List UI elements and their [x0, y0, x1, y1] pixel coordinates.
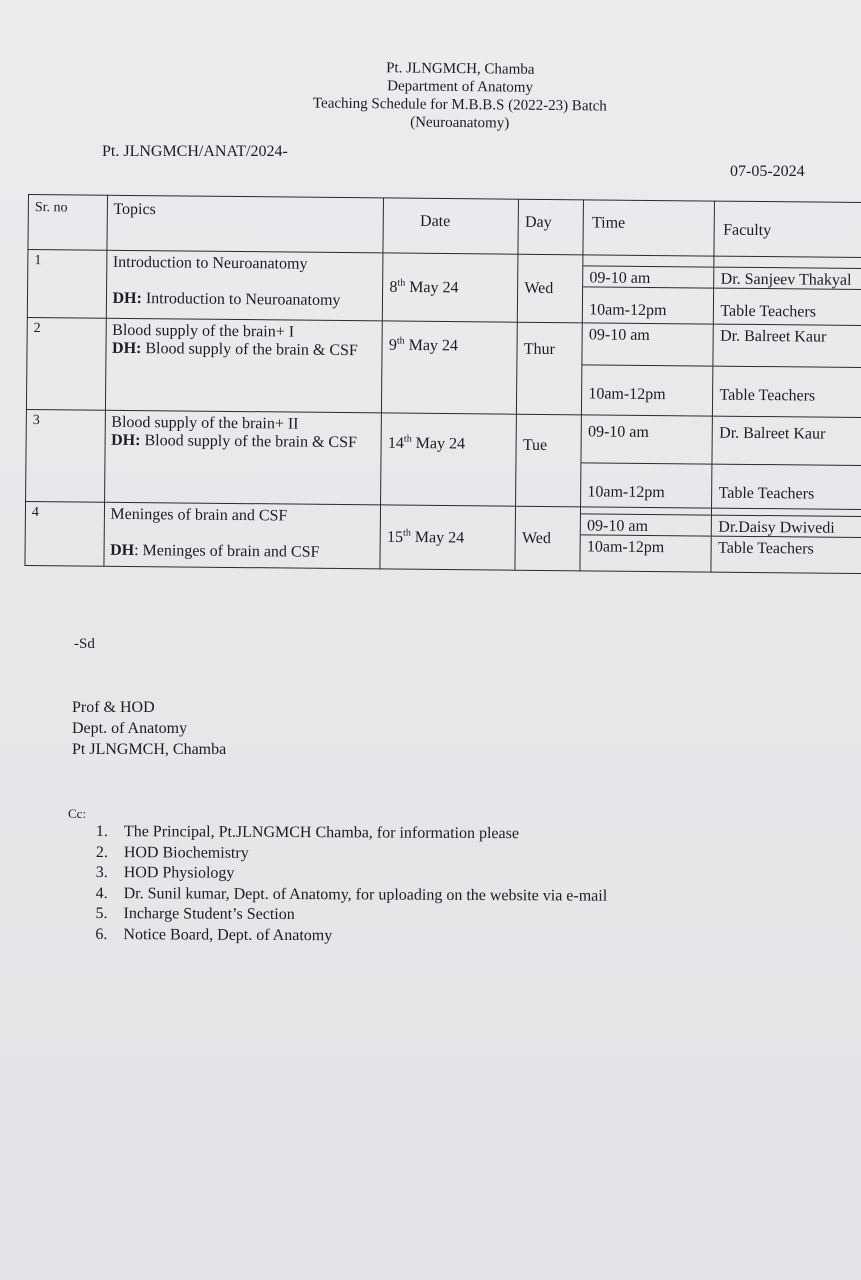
- list-number: 1.: [95, 823, 108, 841]
- topic-text: Blood supply of the brain+ I: [112, 321, 295, 341]
- signatory-title: Prof & HOD: [72, 699, 155, 716]
- list-item: [96, 883, 608, 906]
- header-day: Day: [518, 199, 583, 255]
- row-day: Thur: [517, 322, 583, 415]
- time-slot-1: 09-10 am: [582, 415, 713, 464]
- list-item: [96, 863, 608, 886]
- row-sr-no: 3: [26, 409, 105, 502]
- document-header: [250, 58, 671, 134]
- header-faculty: Faculty: [714, 201, 861, 258]
- date-ordinal: th: [396, 335, 405, 347]
- dh-line: [112, 340, 376, 361]
- faculty-slot-1: Dr. Balreet Kaur: [713, 417, 861, 467]
- date-month-year: May 24: [410, 528, 465, 547]
- document-date: 07-05-2024: [730, 163, 805, 180]
- row-time: [583, 255, 715, 324]
- list-item: [96, 842, 608, 865]
- schedule-subject: (Neuroanatomy): [410, 114, 510, 132]
- list-item: [95, 904, 607, 927]
- topic-text: Blood supply of the brain+ II: [111, 413, 299, 433]
- faculty-slot-2: Table Teachers: [718, 484, 815, 503]
- table-header-row: [28, 195, 861, 258]
- row-time: [582, 323, 714, 416]
- table-row: [26, 317, 861, 417]
- dh-label: DH:: [112, 289, 142, 308]
- row-day: Wed: [515, 506, 581, 571]
- faculty-slot-2: Table Teachers: [720, 302, 817, 321]
- signatory-institution: Pt JLNGMCH, Chamba: [72, 741, 227, 758]
- row-topic: [106, 250, 383, 321]
- table-row: [26, 409, 861, 509]
- row-topic: [104, 410, 382, 505]
- table-row: [25, 501, 861, 573]
- department-name: Department of Anatomy: [387, 78, 534, 96]
- row-date: [382, 321, 518, 414]
- date-month-year: May 24: [405, 278, 459, 297]
- list-text: Incharge Student’s Section: [123, 905, 295, 924]
- header-topics: Topics: [106, 195, 383, 253]
- list-text: Dr. Sunil kumar, Dept. of Anatomy, for uploading on the website via e-mail: [123, 884, 608, 905]
- row-date: [383, 253, 519, 322]
- topic-text: Meninges of brain and CSF: [110, 505, 288, 525]
- faculty-slot-1: Dr.Daisy Dwivedi: [712, 515, 861, 539]
- list-text: The Principal, Pt.JLNGMCH Chamba, for information please: [123, 823, 520, 843]
- faculty-slot-2: Table Teachers: [718, 539, 814, 558]
- signatory-dept: Dept. of Anatomy: [72, 720, 188, 737]
- date-day-number: 8: [389, 278, 398, 296]
- institution-name: Pt. JLNGMCH, Chamba: [386, 60, 535, 78]
- list-number: 3.: [95, 863, 108, 882]
- signature-block: [72, 697, 226, 760]
- date-ordinal: th: [403, 433, 412, 445]
- list-text: HOD Biochemistry: [123, 843, 249, 862]
- date-day-number: 14: [387, 434, 405, 452]
- dh-label: DH:: [111, 339, 142, 358]
- row-faculty: [712, 416, 861, 510]
- time-slot-2: 10am-12pm: [589, 301, 667, 320]
- list-number: 6.: [95, 925, 108, 943]
- date-ordinal: th: [403, 527, 411, 539]
- row-time: [580, 507, 712, 572]
- faculty-slot-2: Table Teachers: [719, 386, 816, 405]
- reference-number: Pt. JLNGMCH/ANAT/2024-: [102, 143, 288, 160]
- dh-line: [111, 432, 375, 453]
- row-sr-no: 1: [27, 250, 106, 319]
- date-month-year: May 24: [411, 435, 466, 453]
- list-text: HOD Physiology: [123, 864, 235, 882]
- row-topic: [103, 502, 380, 569]
- dh-line: [110, 542, 374, 563]
- row-faculty: [711, 508, 861, 574]
- row-faculty: [714, 256, 861, 326]
- row-sr-no: 2: [26, 317, 105, 410]
- list-item: [96, 822, 608, 845]
- row-time: [581, 415, 713, 508]
- time-slot-1: 09-10 am: [583, 323, 714, 366]
- dh-text: Blood supply of the brain & CSF: [141, 340, 358, 360]
- signed-mark: -Sd: [74, 636, 95, 652]
- date-day-number: 15: [386, 528, 404, 546]
- cc-list: [95, 822, 607, 948]
- date-day-number: 9: [388, 336, 397, 354]
- row-sr-no: 4: [25, 501, 104, 566]
- list-number: 4.: [95, 884, 108, 902]
- time-slot-2: 10am-12pm: [588, 385, 666, 404]
- list-number: 2.: [95, 843, 108, 861]
- schedule-title: Teaching Schedule for M.B.B.S (2022-23) Batch: [312, 95, 607, 115]
- list-text: Notice Board, Dept. of Anatomy: [123, 925, 333, 944]
- time-slot-2: 10am-12pm: [586, 538, 665, 557]
- time-slot-2: 10am-12pm: [587, 483, 665, 502]
- topic-text: Introduction to Neuroanatomy: [112, 253, 308, 273]
- schedule-table: [24, 194, 861, 574]
- faculty-slot-1: Dr. Sanjeev Thakyal: [715, 267, 861, 291]
- header-time: Time: [583, 200, 715, 256]
- date-ordinal: th: [397, 277, 406, 289]
- dh-line: [112, 290, 376, 311]
- cc-label: Cc:: [68, 806, 87, 821]
- row-day: Tue: [516, 414, 582, 507]
- table-row: [27, 250, 861, 326]
- list-number: 5.: [95, 904, 108, 923]
- dh-text: Introduction to Neuroanatomy: [141, 290, 341, 310]
- dh-text: : Meninges of brain and CSF: [134, 542, 320, 561]
- date-month-year: May 24: [404, 336, 459, 355]
- row-date: [381, 413, 517, 506]
- row-faculty: [713, 324, 861, 418]
- dh-label: DH:: [111, 431, 141, 450]
- faculty-slot-1: Dr. Balreet Kaur: [714, 325, 861, 369]
- header-date: Date: [383, 198, 519, 254]
- dh-text: Blood supply of the brain & CSF: [140, 432, 358, 452]
- time-slot-1: 09-10 am: [581, 513, 711, 536]
- time-slot-1: 09-10 am: [583, 265, 713, 288]
- header-sr-no: Sr. no: [28, 195, 107, 251]
- row-day: Wed: [518, 254, 584, 323]
- schedule-table-wrapper: [24, 194, 861, 574]
- row-topic: [105, 318, 383, 413]
- list-item: [95, 924, 607, 947]
- row-date: [380, 505, 516, 570]
- dh-label: DH: [110, 541, 135, 560]
